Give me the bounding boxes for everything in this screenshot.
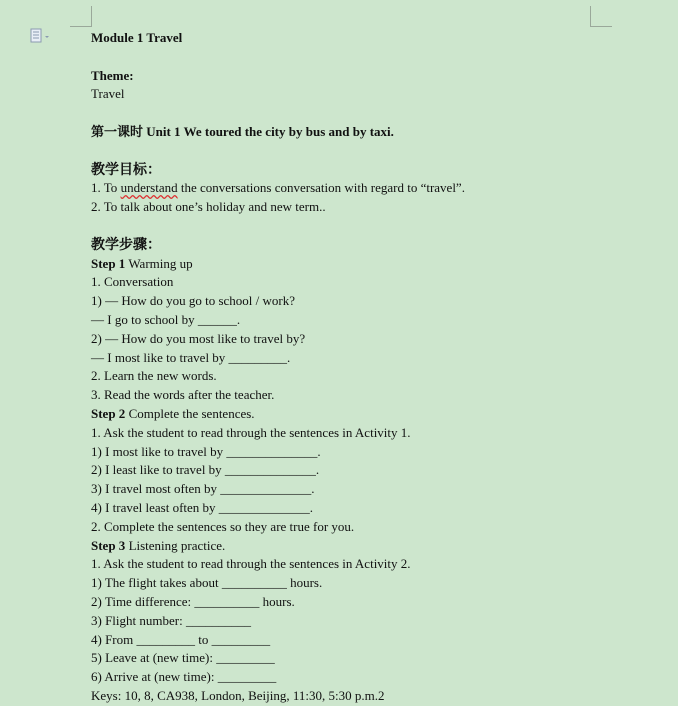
text-line: 3. Read the words after the teacher.	[91, 387, 275, 403]
text-line: 2) Time difference: __________ hours.	[91, 593, 295, 609]
margin-corner-top-right	[590, 6, 612, 27]
goal-1-suffix: the conversations conversation with regard to “travel”.	[177, 180, 465, 196]
goal-1-prefix: 1. To	[91, 180, 121, 196]
step-3-header	[91, 537, 651, 556]
blank-line	[91, 48, 651, 67]
document-body[interactable]	[91, 29, 651, 706]
text-line: 4) I travel least often by ______________.	[91, 499, 314, 515]
document-icon[interactable]	[30, 28, 52, 44]
theme-label: Theme:	[91, 67, 134, 83]
margin-corner-top-left	[70, 6, 92, 27]
step-title: Warming up	[125, 255, 193, 271]
step-1-header	[91, 255, 651, 274]
text-line: 3) I travel most often by ______________.	[91, 481, 315, 497]
goal-1	[91, 179, 651, 198]
text-line: 6) Arrive at (new time): _________	[91, 669, 277, 685]
module-title: Module 1 Travel	[91, 30, 183, 45]
step-title: Complete the sentences.	[125, 405, 255, 421]
steps-heading: 教学步骤：	[91, 236, 161, 253]
text-line: 2) — How do you most like to travel by?	[91, 330, 306, 346]
text-line: 1. Ask the student to read through the sentences in Activity 1.	[91, 424, 411, 440]
goal-2: 2. To talk about one’s holiday and new term..	[91, 199, 326, 215]
blank-line	[91, 142, 651, 161]
text-line: — I go to school by ______.	[91, 311, 241, 327]
blank-line	[91, 217, 651, 236]
step-label: Step 2	[91, 405, 126, 421]
step-2-header	[91, 405, 651, 424]
text-line: 1. Conversation	[91, 274, 174, 290]
text-line: 1) — How do you go to school / work?	[91, 293, 296, 309]
text-line: — I most like to travel by _________.	[91, 349, 291, 365]
theme-value: Travel	[91, 86, 125, 102]
text-line: 4) From _________ to _________	[91, 631, 271, 647]
text-line: 2. Complete the sentences so they are true for you.	[91, 518, 355, 534]
text-line: 1. Ask the student to read through the sentences in Activity 2.	[91, 556, 411, 572]
step-label: Step 3	[91, 537, 126, 553]
text-line: 1) I most like to travel by ______________.	[91, 443, 321, 459]
goals-heading: 教学目标：	[91, 161, 161, 178]
spellcheck-word[interactable]: understand	[120, 180, 178, 196]
blank-line	[91, 104, 651, 123]
text-line: 1) The flight takes about __________ hours.	[91, 575, 323, 591]
step-title: Listening practice.	[125, 537, 226, 553]
answer-keys: Keys: 10, 8, CA938, London, Beijing, 11:30, 5:30 p.m.2	[91, 687, 385, 703]
lesson-title: 第一课时 Unit 1 We toured the city by bus and by taxi.	[91, 123, 394, 139]
text-line: 2. Learn the new words.	[91, 368, 217, 384]
text-line: 5) Leave at (new time): _________	[91, 650, 275, 666]
text-line: 3) Flight number: __________	[91, 612, 251, 628]
text-line: 2) I least like to travel by ______________.	[91, 462, 320, 478]
step-label: Step 1	[91, 255, 126, 271]
